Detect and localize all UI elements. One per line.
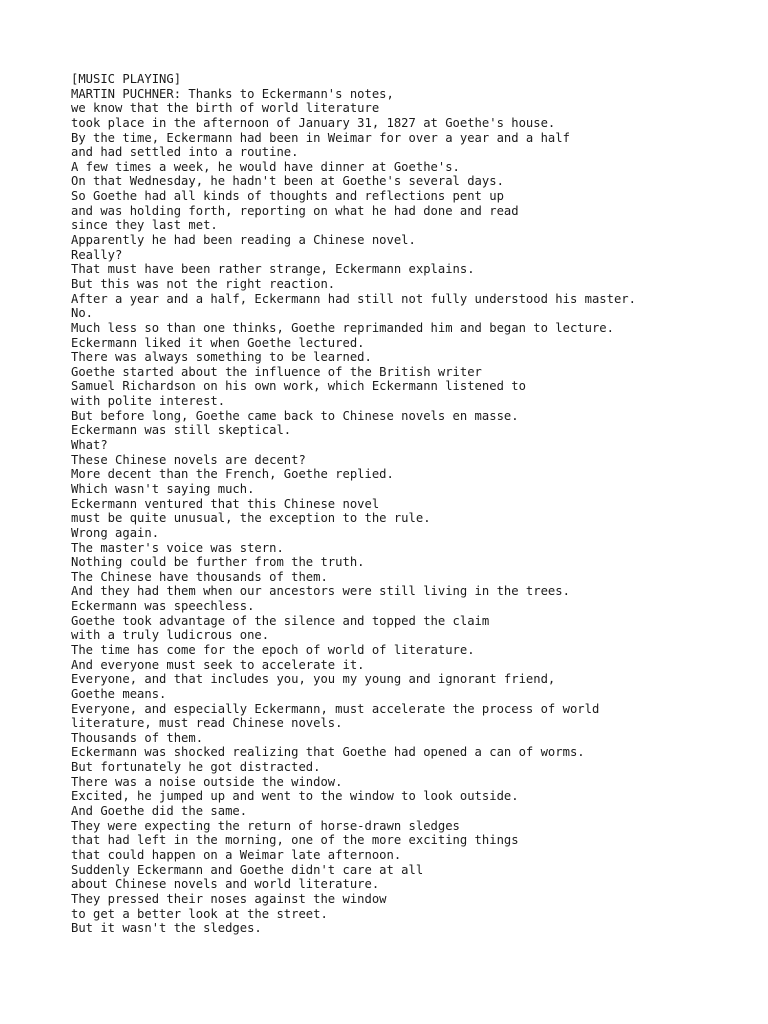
transcript-line: No.: [71, 306, 94, 321]
transcript-line: Goethe started about the influence of the British writer: [71, 364, 482, 379]
transcript-line: Excited, he jumped up and went to the window to look outside.: [71, 789, 519, 804]
transcript-line: Eckermann liked it when Goethe lectured.: [71, 335, 365, 350]
transcript-line: That must have been rather strange, Eckermann explains.: [71, 262, 475, 277]
transcript-line: The Chinese have thousands of them.: [71, 569, 328, 584]
transcript-line: They pressed their noses against the window: [71, 891, 387, 906]
transcript-line: And Goethe did the same.: [71, 804, 248, 819]
transcript-line: Really?: [71, 247, 123, 262]
transcript-line: Which wasn't saying much.: [71, 481, 255, 496]
transcript-line: Eckermann was still skeptical.: [71, 423, 292, 438]
transcript-line: must be quite unusual, the exception to the rule.: [71, 511, 431, 526]
transcript-line: took place in the afternoon of January 31, 1827 at Goethe's house.: [71, 115, 556, 130]
transcript-line: Eckermann was speechless.: [71, 599, 255, 614]
transcript-line: with polite interest.: [71, 394, 226, 409]
transcript-line: Goethe means.: [71, 686, 167, 701]
transcript-line: Thousands of them.: [71, 730, 204, 745]
transcript-line: Eckermann ventured that this Chinese novel: [71, 496, 380, 511]
transcript-line: But it wasn't the sledges.: [71, 921, 262, 936]
transcript-text: [71, 72, 761, 936]
transcript-line: Samuel Richardson on his own work, which Eckermann listened to: [71, 379, 526, 394]
transcript-line: Apparently he had been reading a Chinese novel.: [71, 233, 416, 248]
transcript-line: Much less so than one thinks, Goethe reprimanded him and began to lecture.: [71, 320, 614, 335]
transcript-line: But this was not the right reaction.: [71, 276, 336, 291]
transcript-line: Goethe took advantage of the silence and topped the claim: [71, 613, 490, 628]
transcript-line: More decent than the French, Goethe replied.: [71, 467, 394, 482]
transcript-line: we know that the birth of world literature: [71, 101, 380, 116]
transcript-line: Wrong again.: [71, 525, 160, 540]
transcript-line: The master's voice was stern.: [71, 540, 284, 555]
transcript-line: [MUSIC PLAYING]: [71, 72, 182, 86]
transcript-line: that had left in the morning, one of the more exciting things: [71, 833, 519, 848]
transcript-line: to get a better look at the street.: [71, 906, 328, 921]
transcript-line: Suddenly Eckermann and Goethe didn't care at all: [71, 862, 424, 877]
transcript-line: and had settled into a routine.: [71, 145, 299, 160]
transcript-line: There was a noise outside the window.: [71, 774, 343, 789]
transcript-line: and was holding forth, reporting on what he had done and read: [71, 203, 519, 218]
transcript-line: that could happen on a Weimar late afternoon.: [71, 847, 402, 862]
transcript-line: After a year and a half, Eckermann had still not fully understood his master.: [71, 291, 636, 306]
transcript-line: Everyone, and especially Eckermann, must accelerate the process of world: [71, 701, 600, 716]
transcript-line: By the time, Eckermann had been in Weimar for over a year and a half: [71, 130, 570, 145]
transcript-line: The time has come for the epoch of world of literature.: [71, 642, 475, 657]
transcript-line: On that Wednesday, he hadn't been at Goethe's several days.: [71, 174, 504, 189]
transcript-line: since they last met.: [71, 218, 218, 233]
transcript-line: literature, must read Chinese novels.: [71, 716, 343, 731]
transcript-line: about Chinese novels and world literature.: [71, 877, 380, 892]
transcript-line: But fortunately he got distracted.: [71, 760, 321, 775]
transcript-line: MARTIN PUCHNER: Thanks to Eckermann's notes,: [71, 86, 394, 101]
transcript-line: They were expecting the return of horse-drawn sledges: [71, 818, 460, 833]
transcript-line: with a truly ludicrous one.: [71, 628, 270, 643]
transcript-line: Everyone, and that includes you, you my young and ignorant friend,: [71, 672, 556, 687]
transcript-line: A few times a week, he would have dinner at Goethe's.: [71, 159, 460, 174]
transcript-line: And everyone must seek to accelerate it.: [71, 657, 365, 672]
transcript-line: Nothing could be further from the truth.: [71, 555, 365, 570]
transcript-line: But before long, Goethe came back to Chinese novels en masse.: [71, 408, 519, 423]
transcript-line: There was always something to be learned.: [71, 350, 372, 365]
transcript-line: These Chinese novels are decent?: [71, 452, 306, 467]
transcript-line: Eckermann was shocked realizing that Goethe had opened a can of worms.: [71, 745, 585, 760]
transcript-line: And they had them when our ancestors were still living in the trees.: [71, 584, 570, 599]
transcript-line: So Goethe had all kinds of thoughts and reflections pent up: [71, 189, 504, 204]
transcript-line: What?: [71, 438, 108, 453]
